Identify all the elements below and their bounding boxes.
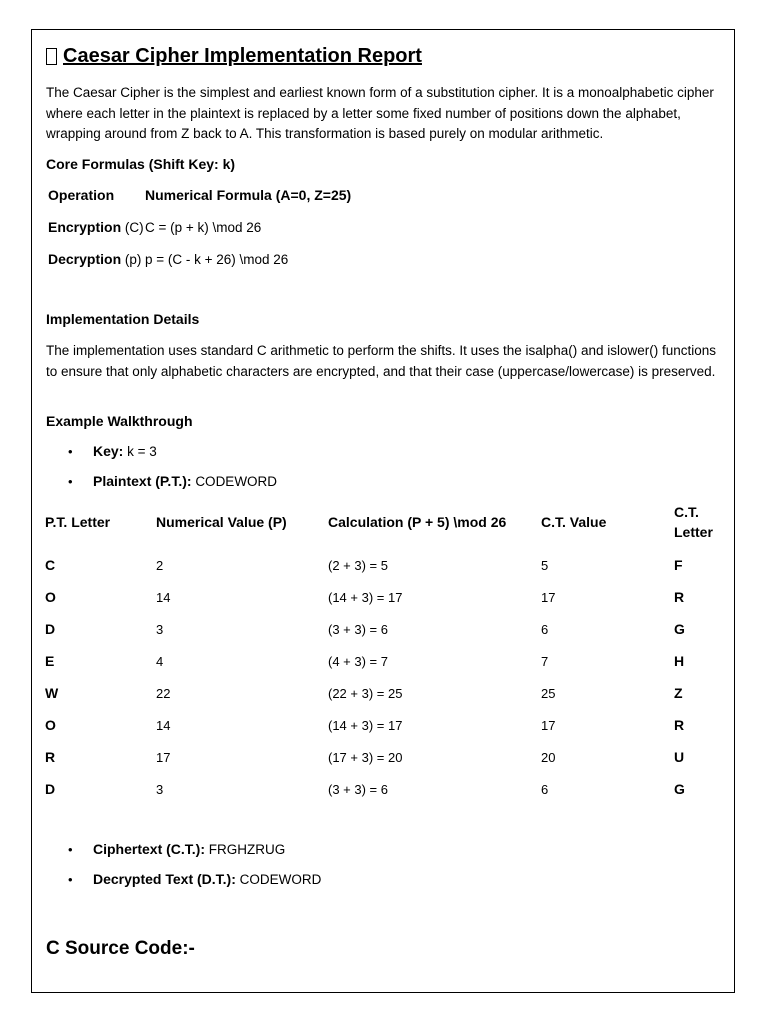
calculation-cell: (17 + 3) = 20	[328, 750, 403, 765]
numerical-value-cell: 2	[156, 558, 164, 573]
pt-letter-cell: O	[45, 717, 56, 733]
calculation-cell: (3 + 3) = 6	[328, 782, 388, 797]
ct-letter-cell: G	[674, 621, 685, 637]
page-title	[46, 45, 422, 68]
ct-value-cell: 6	[541, 622, 549, 637]
implementation-paragraph: The implementation uses standard C arithmetic to perform the shifts. It uses the isalpha() and islower() functions to ensure that only alphabetic characters are encrypted, and that their case (uppercase/lowercase) is preserved.	[46, 343, 717, 379]
ct-letter-cell: R	[674, 717, 685, 733]
intro-paragraph: The Caesar Cipher is the simplest and earliest known form of a substitution cipher. It is a monoalphabetic cipher where each letter in the plaintext is replaced by a letter some fixed number of positions down the alphabet, wrapping around from Z back to A. This transformation is based purely on modular arithmetic.	[46, 85, 714, 142]
ciphertext-value: FRGHZRUG	[208, 842, 286, 857]
core-formulas-heading: Core Formulas (Shift Key: k)	[46, 156, 236, 172]
ct-value-cell: 17	[541, 718, 556, 733]
bullet-icon: •	[68, 474, 73, 489]
decrypted-label: Decrypted Text (D.T.):	[93, 871, 236, 887]
pt-letter-cell: E	[45, 653, 55, 669]
calculation-cell: (3 + 3) = 6	[328, 622, 388, 637]
bullet-icon: •	[68, 842, 73, 857]
example-heading: Example Walkthrough	[46, 413, 193, 429]
key-bullet	[93, 443, 157, 459]
title-text: Caesar Cipher Implementation Report	[63, 45, 422, 67]
bullet-icon: •	[68, 872, 73, 887]
plaintext-label: Plaintext (P.T.):	[93, 473, 192, 489]
ct-value-cell: 6	[541, 782, 549, 797]
numerical-value-cell: 22	[156, 686, 171, 701]
key-label: Key:	[93, 443, 124, 459]
calculation-cell: (2 + 3) = 5	[328, 558, 388, 573]
ct-letter-cell: U	[674, 749, 685, 765]
pt-letter-cell: D	[45, 621, 56, 637]
numerical-value-cell: 3	[156, 622, 164, 637]
numerical-value-cell: 14	[156, 718, 171, 733]
decryption-formula: p = (C - k + 26) \mod 26	[145, 252, 289, 267]
calculation-cell: (14 + 3) = 17	[328, 718, 403, 733]
decrypted-bullet	[93, 871, 321, 887]
pt-letter-cell: W	[45, 685, 59, 701]
table-header-ct-letter-line2: Letter	[674, 524, 713, 540]
formula-header-operation: Operation	[48, 187, 115, 203]
calculation-cell: (22 + 3) = 25	[328, 686, 403, 701]
numerical-value-cell: 17	[156, 750, 171, 765]
formula-header-formula: Numerical Formula (A=0, Z=25)	[145, 187, 352, 203]
ct-value-cell: 20	[541, 750, 556, 765]
pt-letter-cell: C	[45, 557, 56, 573]
table-header-calculation: Calculation (P + 5) \mod 26	[328, 514, 507, 530]
ct-value-cell: 5	[541, 558, 549, 573]
table-header-pt-letter: P.T. Letter	[45, 514, 111, 530]
decryption-row	[48, 251, 141, 267]
ciphertext-label: Ciphertext (C.T.):	[93, 841, 205, 857]
ct-letter-cell: H	[674, 653, 685, 669]
bullet-icon: •	[68, 444, 73, 459]
numerical-value-cell: 3	[156, 782, 164, 797]
encryption-variable: (C)	[124, 220, 144, 235]
ct-value-cell: 17	[541, 590, 556, 605]
encryption-label: Encryption	[48, 219, 122, 235]
ct-letter-cell: F	[674, 557, 683, 573]
encryption-formula: C = (p + k) \mod 26	[145, 220, 262, 235]
ct-value-cell: 7	[541, 654, 549, 669]
ct-letter-cell: R	[674, 589, 685, 605]
ct-value-cell: 25	[541, 686, 556, 701]
plaintext-bullet	[93, 473, 277, 489]
ct-letter-cell: Z	[674, 685, 683, 701]
decrypted-value: CODEWORD	[239, 872, 322, 887]
key-value: k = 3	[127, 444, 157, 459]
decryption-variable: (p)	[124, 252, 142, 267]
document-page	[31, 29, 735, 993]
table-header-ct-letter-line1: C.T.	[674, 504, 699, 520]
calculation-cell: (4 + 3) = 7	[328, 654, 388, 669]
numerical-value-cell: 4	[156, 654, 164, 669]
implementation-heading: Implementation Details	[46, 311, 200, 327]
calculation-cell: (14 + 3) = 17	[328, 590, 403, 605]
ct-letter-cell: G	[674, 781, 685, 797]
source-code-heading: C Source Code:-	[46, 938, 195, 959]
plaintext-value: CODEWORD	[195, 474, 278, 489]
pt-letter-cell: D	[45, 781, 56, 797]
pt-letter-cell: O	[45, 589, 56, 605]
decryption-label: Decryption	[48, 251, 122, 267]
numerical-value-cell: 14	[156, 590, 171, 605]
pt-letter-cell: R	[45, 749, 56, 765]
ciphertext-bullet	[93, 841, 285, 857]
encryption-row	[48, 219, 144, 235]
missing-glyph-icon	[46, 48, 57, 65]
table-header-numerical-value: Numerical Value (P)	[156, 514, 287, 530]
table-header-ct-value: C.T. Value	[541, 514, 607, 530]
